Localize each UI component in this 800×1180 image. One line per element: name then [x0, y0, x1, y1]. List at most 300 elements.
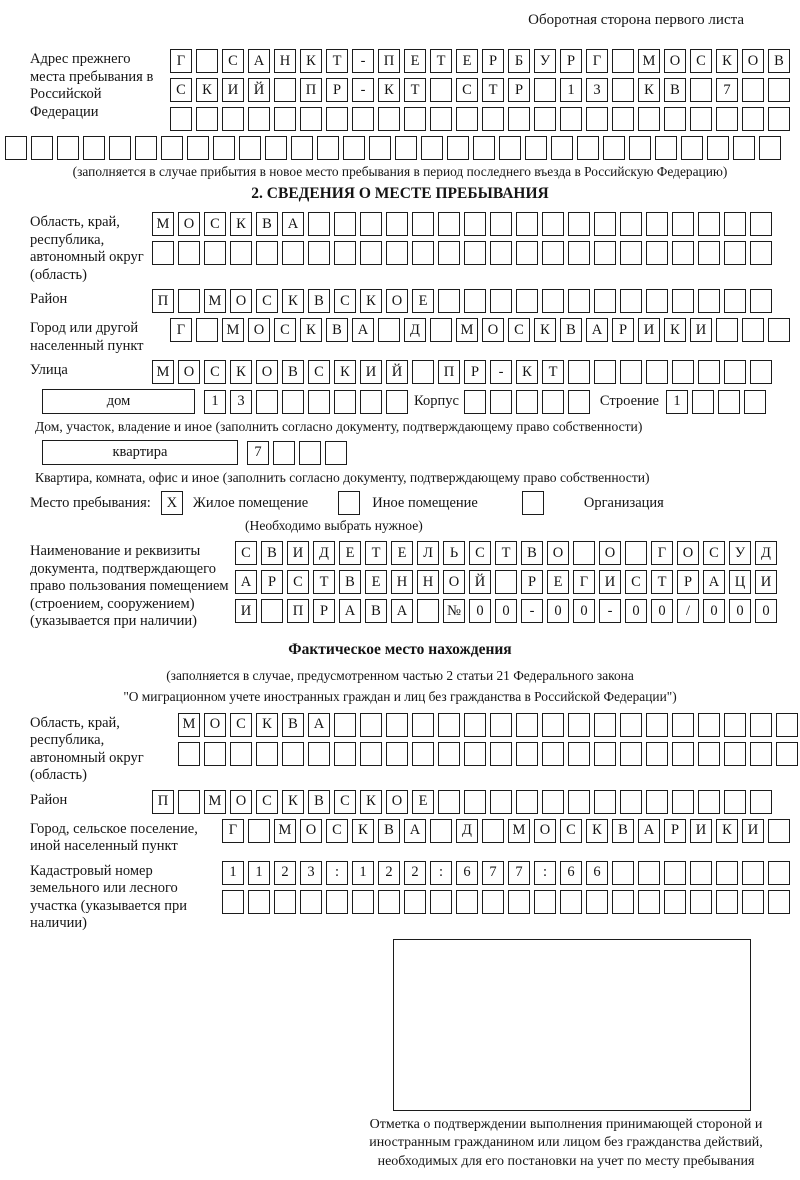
char-cell[interactable] — [744, 390, 766, 414]
char-cell[interactable]: П — [152, 790, 174, 814]
char-cell[interactable]: С — [469, 541, 491, 565]
char-cell[interactable] — [360, 212, 382, 236]
char-cell[interactable]: 3 — [300, 861, 322, 885]
char-cell[interactable]: К — [360, 790, 382, 814]
checkbox-cell[interactable]: X — [161, 491, 183, 515]
char-cell[interactable] — [473, 136, 495, 160]
char-cell[interactable] — [265, 136, 287, 160]
char-cell[interactable] — [230, 742, 252, 766]
char-cell[interactable] — [421, 136, 443, 160]
char-cell[interactable]: Г — [586, 49, 608, 73]
char-cell[interactable] — [308, 241, 330, 265]
char-cell[interactable] — [430, 78, 452, 102]
char-cell[interactable] — [230, 241, 252, 265]
char-cell[interactable] — [204, 241, 226, 265]
char-cell[interactable] — [525, 136, 547, 160]
char-cell[interactable] — [612, 49, 634, 73]
char-cell[interactable] — [282, 390, 304, 414]
char-cell[interactable]: 0 — [729, 599, 751, 623]
char-cell[interactable]: Р — [677, 570, 699, 594]
char-cell[interactable] — [222, 890, 244, 914]
char-cell[interactable]: О — [547, 541, 569, 565]
char-cell[interactable] — [690, 861, 712, 885]
char-cell[interactable]: Р — [612, 318, 634, 342]
char-cell[interactable] — [698, 790, 720, 814]
stay-type-checkbox-residential[interactable] — [161, 491, 187, 515]
char-cell[interactable]: С — [287, 570, 309, 594]
char-cell[interactable]: А — [391, 599, 413, 623]
char-cell[interactable] — [239, 136, 261, 160]
char-cell[interactable] — [274, 890, 296, 914]
char-cell[interactable]: В — [308, 790, 330, 814]
char-cell[interactable]: Е — [365, 570, 387, 594]
char-cell[interactable]: Р — [313, 599, 335, 623]
char-cell[interactable] — [438, 713, 460, 737]
char-cell[interactable] — [334, 212, 356, 236]
char-cell[interactable] — [490, 289, 512, 313]
char-cell[interactable] — [750, 289, 772, 313]
char-cell[interactable]: С — [204, 360, 226, 384]
char-cell[interactable]: И — [690, 819, 712, 843]
char-cell[interactable] — [638, 890, 660, 914]
char-cell[interactable] — [534, 107, 556, 131]
char-cell[interactable]: О — [677, 541, 699, 565]
char-cell[interactable]: М — [178, 713, 200, 737]
char-cell[interactable] — [456, 890, 478, 914]
char-cell[interactable] — [768, 318, 790, 342]
char-cell[interactable]: М — [274, 819, 296, 843]
char-cell[interactable] — [664, 890, 686, 914]
char-cell[interactable]: А — [352, 318, 374, 342]
char-cell[interactable] — [542, 713, 564, 737]
char-cell[interactable]: К — [534, 318, 556, 342]
char-cell[interactable] — [222, 107, 244, 131]
char-cell[interactable]: Г — [222, 819, 244, 843]
char-cell[interactable] — [724, 713, 746, 737]
char-cell[interactable]: А — [248, 49, 270, 73]
char-cell[interactable]: 2 — [274, 861, 296, 885]
char-cell[interactable]: 2 — [378, 861, 400, 885]
char-cell[interactable] — [256, 390, 278, 414]
char-cell[interactable] — [178, 790, 200, 814]
char-cell[interactable]: А — [638, 819, 660, 843]
char-cell[interactable]: К — [586, 819, 608, 843]
char-cell[interactable]: К — [230, 360, 252, 384]
char-cell[interactable] — [646, 742, 668, 766]
char-cell[interactable]: К — [664, 318, 686, 342]
char-cell[interactable] — [412, 742, 434, 766]
char-cell[interactable] — [534, 890, 556, 914]
char-cell[interactable] — [204, 742, 226, 766]
char-cell[interactable] — [291, 136, 313, 160]
char-cell[interactable] — [568, 742, 590, 766]
char-cell[interactable]: К — [360, 289, 382, 313]
char-cell[interactable]: Ь — [443, 541, 465, 565]
stay-type-checkbox-other[interactable] — [338, 491, 364, 515]
char-cell[interactable] — [282, 742, 304, 766]
char-cell[interactable]: А — [703, 570, 725, 594]
char-cell[interactable]: К — [282, 289, 304, 313]
char-cell[interactable] — [464, 790, 486, 814]
char-cell[interactable] — [742, 78, 764, 102]
char-cell[interactable]: Е — [412, 289, 434, 313]
char-cell[interactable]: М — [204, 289, 226, 313]
char-cell[interactable]: - — [490, 360, 512, 384]
char-cell[interactable] — [750, 360, 772, 384]
char-cell[interactable] — [698, 742, 720, 766]
char-cell[interactable] — [594, 289, 616, 313]
char-cell[interactable]: А — [308, 713, 330, 737]
char-cell[interactable] — [256, 742, 278, 766]
char-cell[interactable]: 2 — [404, 861, 426, 885]
char-cell[interactable] — [447, 136, 469, 160]
char-cell[interactable]: О — [482, 318, 504, 342]
char-cell[interactable]: О — [230, 790, 252, 814]
char-cell[interactable]: : — [534, 861, 556, 885]
char-cell[interactable] — [542, 289, 564, 313]
char-cell[interactable]: О — [386, 289, 408, 313]
char-cell[interactable] — [568, 790, 590, 814]
char-cell[interactable]: : — [326, 861, 348, 885]
char-cell[interactable] — [490, 212, 512, 236]
char-cell[interactable] — [378, 318, 400, 342]
char-cell[interactable] — [412, 713, 434, 737]
char-cell[interactable] — [248, 819, 270, 843]
char-cell[interactable] — [438, 289, 460, 313]
char-cell[interactable] — [161, 136, 183, 160]
char-cell[interactable]: Т — [365, 541, 387, 565]
char-cell[interactable] — [620, 742, 642, 766]
char-cell[interactable] — [196, 318, 218, 342]
char-cell[interactable] — [594, 713, 616, 737]
char-cell[interactable]: 0 — [625, 599, 647, 623]
char-cell[interactable] — [326, 107, 348, 131]
char-cell[interactable]: К — [230, 212, 252, 236]
char-cell[interactable] — [776, 742, 798, 766]
char-cell[interactable]: 7 — [482, 861, 504, 885]
char-cell[interactable]: Е — [456, 49, 478, 73]
char-cell[interactable] — [724, 790, 746, 814]
char-cell[interactable] — [430, 890, 452, 914]
char-cell[interactable]: И — [287, 541, 309, 565]
char-cell[interactable] — [620, 360, 642, 384]
char-cell[interactable] — [698, 360, 720, 384]
char-cell[interactable]: Р — [326, 78, 348, 102]
char-cell[interactable]: 0 — [547, 599, 569, 623]
char-cell[interactable]: 0 — [469, 599, 491, 623]
char-cell[interactable] — [360, 742, 382, 766]
char-cell[interactable]: Т — [313, 570, 335, 594]
char-cell[interactable] — [568, 713, 590, 737]
char-cell[interactable]: К — [716, 819, 738, 843]
char-cell[interactable] — [690, 890, 712, 914]
char-cell[interactable] — [464, 742, 486, 766]
char-cell[interactable] — [672, 713, 694, 737]
char-cell[interactable]: 0 — [495, 599, 517, 623]
checkbox-cell[interactable] — [338, 491, 360, 515]
char-cell[interactable]: М — [222, 318, 244, 342]
char-cell[interactable] — [495, 570, 517, 594]
char-cell[interactable]: Р — [521, 570, 543, 594]
char-cell[interactable]: О — [599, 541, 621, 565]
char-cell[interactable]: Н — [417, 570, 439, 594]
char-cell[interactable]: 1 — [204, 390, 226, 414]
char-cell[interactable] — [742, 890, 764, 914]
char-cell[interactable] — [378, 107, 400, 131]
char-cell[interactable] — [716, 890, 738, 914]
char-cell[interactable] — [768, 107, 790, 131]
char-cell[interactable]: Р — [508, 78, 530, 102]
char-cell[interactable] — [135, 136, 157, 160]
char-cell[interactable] — [594, 360, 616, 384]
char-cell[interactable] — [196, 49, 218, 73]
char-cell[interactable] — [692, 390, 714, 414]
char-cell[interactable] — [516, 742, 538, 766]
char-cell[interactable] — [430, 819, 452, 843]
char-cell[interactable]: Ц — [729, 570, 751, 594]
char-cell[interactable] — [768, 861, 790, 885]
char-cell[interactable] — [256, 241, 278, 265]
char-cell[interactable] — [317, 136, 339, 160]
char-cell[interactable]: Т — [326, 49, 348, 73]
char-cell[interactable]: М — [204, 790, 226, 814]
char-cell[interactable]: 1 — [248, 861, 270, 885]
char-cell[interactable]: Й — [248, 78, 270, 102]
char-cell[interactable] — [430, 318, 452, 342]
char-cell[interactable] — [542, 241, 564, 265]
char-cell[interactable] — [516, 212, 538, 236]
char-cell[interactable] — [386, 390, 408, 414]
char-cell[interactable]: Д — [755, 541, 777, 565]
char-cell[interactable]: 7 — [247, 441, 269, 465]
char-cell[interactable] — [464, 390, 486, 414]
char-cell[interactable]: С — [326, 819, 348, 843]
char-cell[interactable]: 1 — [666, 390, 688, 414]
char-cell[interactable] — [681, 136, 703, 160]
char-cell[interactable] — [248, 107, 270, 131]
char-cell[interactable]: Д — [313, 541, 335, 565]
char-cell[interactable]: Г — [651, 541, 673, 565]
char-cell[interactable] — [560, 107, 582, 131]
char-cell[interactable]: Й — [469, 570, 491, 594]
char-cell[interactable] — [57, 136, 79, 160]
char-cell[interactable]: 0 — [651, 599, 673, 623]
char-cell[interactable] — [417, 599, 439, 623]
char-cell[interactable] — [776, 713, 798, 737]
char-cell[interactable] — [308, 212, 330, 236]
char-cell[interactable] — [768, 819, 790, 843]
char-cell[interactable]: Е — [404, 49, 426, 73]
char-cell[interactable]: О — [386, 790, 408, 814]
char-cell[interactable] — [404, 890, 426, 914]
char-cell[interactable] — [386, 241, 408, 265]
char-cell[interactable]: С — [334, 790, 356, 814]
char-cell[interactable]: Б — [508, 49, 530, 73]
char-cell[interactable] — [490, 390, 512, 414]
char-cell[interactable] — [612, 890, 634, 914]
char-cell[interactable] — [742, 861, 764, 885]
char-cell[interactable]: О — [443, 570, 465, 594]
char-cell[interactable] — [664, 107, 686, 131]
char-cell[interactable] — [438, 212, 460, 236]
char-cell[interactable] — [718, 390, 740, 414]
char-cell[interactable] — [664, 861, 686, 885]
char-cell[interactable] — [646, 241, 668, 265]
char-cell[interactable] — [594, 212, 616, 236]
char-cell[interactable] — [464, 212, 486, 236]
char-cell[interactable] — [152, 241, 174, 265]
char-cell[interactable] — [31, 136, 53, 160]
char-cell[interactable] — [360, 713, 382, 737]
char-cell[interactable] — [412, 212, 434, 236]
char-cell[interactable]: С — [560, 819, 582, 843]
char-cell[interactable]: 1 — [352, 861, 374, 885]
char-cell[interactable] — [334, 742, 356, 766]
char-cell[interactable]: И — [599, 570, 621, 594]
char-cell[interactable]: 7 — [716, 78, 738, 102]
char-cell[interactable] — [499, 136, 521, 160]
char-cell[interactable] — [412, 241, 434, 265]
char-cell[interactable] — [490, 241, 512, 265]
char-cell[interactable] — [516, 713, 538, 737]
char-cell[interactable] — [638, 861, 660, 885]
char-cell[interactable] — [334, 241, 356, 265]
char-cell[interactable]: 1 — [222, 861, 244, 885]
char-cell[interactable] — [612, 861, 634, 885]
char-cell[interactable]: М — [508, 819, 530, 843]
char-cell[interactable] — [248, 890, 270, 914]
char-cell[interactable]: В — [560, 318, 582, 342]
char-cell[interactable]: С — [256, 790, 278, 814]
char-cell[interactable]: А — [586, 318, 608, 342]
char-cell[interactable]: Г — [170, 318, 192, 342]
char-cell[interactable] — [109, 136, 131, 160]
char-cell[interactable] — [5, 136, 27, 160]
char-cell[interactable]: П — [300, 78, 322, 102]
char-cell[interactable] — [672, 212, 694, 236]
char-cell[interactable] — [672, 790, 694, 814]
char-cell[interactable]: И — [222, 78, 244, 102]
char-cell[interactable] — [620, 212, 642, 236]
char-cell[interactable] — [690, 78, 712, 102]
char-cell[interactable]: 3 — [586, 78, 608, 102]
char-cell[interactable] — [560, 890, 582, 914]
char-cell[interactable]: С — [508, 318, 530, 342]
char-cell[interactable] — [625, 541, 647, 565]
char-cell[interactable]: О — [248, 318, 270, 342]
char-cell[interactable] — [490, 790, 512, 814]
char-cell[interactable] — [672, 742, 694, 766]
char-cell[interactable] — [573, 541, 595, 565]
char-cell[interactable] — [620, 790, 642, 814]
char-cell[interactable] — [273, 441, 295, 465]
char-cell[interactable] — [360, 241, 382, 265]
char-cell[interactable] — [707, 136, 729, 160]
char-cell[interactable]: 3 — [230, 390, 252, 414]
char-cell[interactable] — [326, 890, 348, 914]
char-cell[interactable]: - — [352, 78, 374, 102]
char-cell[interactable]: К — [516, 360, 538, 384]
char-cell[interactable] — [170, 107, 192, 131]
char-cell[interactable] — [568, 289, 590, 313]
char-cell[interactable]: Д — [456, 819, 478, 843]
char-cell[interactable] — [612, 107, 634, 131]
char-cell[interactable] — [698, 289, 720, 313]
char-cell[interactable] — [464, 289, 486, 313]
char-cell[interactable]: Р — [482, 49, 504, 73]
char-cell[interactable]: О — [204, 713, 226, 737]
char-cell[interactable] — [655, 136, 677, 160]
char-cell[interactable]: Л — [417, 541, 439, 565]
char-cell[interactable]: П — [287, 599, 309, 623]
char-cell[interactable] — [759, 136, 781, 160]
char-cell[interactable] — [542, 390, 564, 414]
char-cell[interactable]: И — [755, 570, 777, 594]
char-cell[interactable] — [542, 212, 564, 236]
char-cell[interactable] — [594, 241, 616, 265]
char-cell[interactable] — [672, 289, 694, 313]
char-cell[interactable] — [482, 890, 504, 914]
char-cell[interactable]: № — [443, 599, 465, 623]
char-cell[interactable]: Р — [664, 819, 686, 843]
char-cell[interactable]: С — [625, 570, 647, 594]
char-cell[interactable] — [620, 713, 642, 737]
char-cell[interactable]: В — [768, 49, 790, 73]
char-cell[interactable] — [386, 713, 408, 737]
char-cell[interactable] — [716, 318, 738, 342]
char-cell[interactable]: - — [521, 599, 543, 623]
char-cell[interactable]: К — [300, 49, 322, 73]
char-cell[interactable] — [343, 136, 365, 160]
char-cell[interactable]: И — [690, 318, 712, 342]
char-cell[interactable] — [698, 212, 720, 236]
char-cell[interactable] — [698, 241, 720, 265]
char-cell[interactable] — [568, 241, 590, 265]
char-cell[interactable]: К — [378, 78, 400, 102]
char-cell[interactable]: К — [282, 790, 304, 814]
char-cell[interactable]: В — [282, 360, 304, 384]
char-cell[interactable] — [334, 390, 356, 414]
char-cell[interactable]: Р — [464, 360, 486, 384]
char-cell[interactable]: А — [282, 212, 304, 236]
char-cell[interactable]: О — [742, 49, 764, 73]
char-cell[interactable] — [724, 289, 746, 313]
char-cell[interactable] — [629, 136, 651, 160]
char-cell[interactable] — [542, 742, 564, 766]
char-cell[interactable] — [603, 136, 625, 160]
char-cell[interactable] — [360, 390, 382, 414]
char-cell[interactable] — [646, 212, 668, 236]
char-cell[interactable]: И — [360, 360, 382, 384]
char-cell[interactable] — [274, 107, 296, 131]
char-cell[interactable]: 6 — [586, 861, 608, 885]
char-cell[interactable]: М — [638, 49, 660, 73]
char-cell[interactable]: П — [378, 49, 400, 73]
char-cell[interactable] — [724, 360, 746, 384]
char-cell[interactable] — [672, 360, 694, 384]
char-cell[interactable] — [768, 78, 790, 102]
char-cell[interactable]: Т — [542, 360, 564, 384]
char-cell[interactable]: В — [612, 819, 634, 843]
char-cell[interactable] — [568, 390, 590, 414]
char-cell[interactable]: К — [334, 360, 356, 384]
char-cell[interactable] — [482, 107, 504, 131]
char-cell[interactable]: : — [430, 861, 452, 885]
char-cell[interactable]: Н — [274, 49, 296, 73]
char-cell[interactable] — [404, 107, 426, 131]
char-cell[interactable]: Д — [404, 318, 426, 342]
char-cell[interactable]: М — [152, 360, 174, 384]
